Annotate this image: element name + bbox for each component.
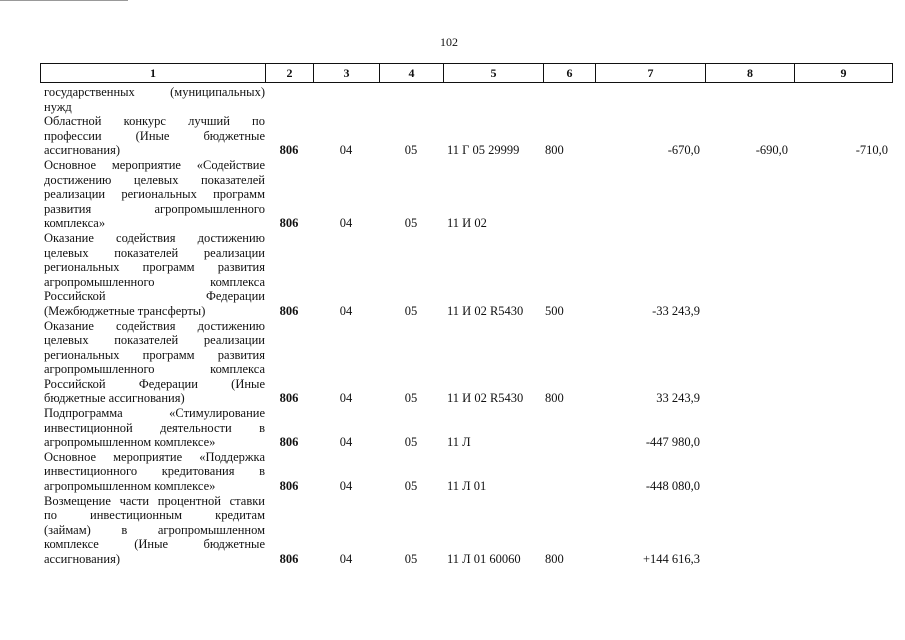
amount-year-3: -710,0 [855, 143, 888, 158]
amount-year-1: +144 616,3 [642, 552, 700, 566]
row-description [44, 450, 265, 494]
description-line: целевых показателей реализации [44, 333, 265, 348]
header-col-3: 3 [314, 64, 380, 83]
description-line: Основное мероприятие «Поддержка [44, 449, 265, 464]
description-line: нужд [44, 99, 72, 114]
header-col-6: 6 [544, 64, 596, 83]
header-col-1: 1 [41, 64, 266, 83]
row-description [44, 158, 265, 231]
description-line: бюджетные ассигнования) [44, 391, 185, 406]
table-body [44, 85, 892, 567]
section-code: 04 [339, 143, 353, 158]
chapter-code: 806 [279, 391, 299, 406]
target-article-code: 11 Л 01 60060 [447, 552, 521, 566]
chapter-code: 806 [279, 552, 299, 566]
description-line: региональных программ развития [44, 260, 265, 275]
table-row [44, 494, 892, 567]
subsection-code: 05 [404, 391, 418, 406]
expense-type-code: 800 [545, 552, 564, 566]
header-col-8: 8 [706, 64, 795, 83]
subsection-code: 05 [404, 435, 418, 450]
section-code: 04 [339, 391, 353, 406]
target-article-code: 11 И 02 [447, 216, 487, 231]
section-code: 04 [339, 479, 353, 494]
description-line: инвестиционной деятельности в [44, 420, 265, 435]
description-line: развития агропромышленного [44, 201, 265, 216]
row-description [44, 231, 265, 319]
description-line: Основное мероприятие «Содействие [44, 157, 265, 172]
table-row [44, 231, 892, 319]
table-row [44, 85, 892, 114]
description-line: Подпрограмма «Стимулирование [44, 406, 265, 421]
description-line: Областной конкурс лучший по [44, 114, 265, 129]
description-line: профессии (Иные бюджетные [44, 128, 265, 143]
column-header-table [40, 63, 893, 83]
subsection-code: 05 [404, 303, 418, 318]
table-row [44, 114, 892, 158]
description-line: государственных (муниципальных) [44, 85, 265, 99]
amount-year-1: -33 243,9 [652, 303, 700, 318]
description-line: агропромышленном комплексе» [44, 435, 216, 450]
description-line: Возмещение части процентной ставки [44, 493, 265, 508]
description-line: комплекса» [44, 216, 106, 231]
description-line: ассигнования) [44, 143, 120, 158]
description-line: Оказание содействия достижению [44, 230, 265, 245]
description-line: агропромышленного комплекса [44, 362, 265, 377]
description-line: агропромышленного комплекса [44, 274, 265, 289]
table-row [44, 406, 892, 450]
table-row [44, 450, 892, 494]
amount-year-1: 33 243,9 [656, 391, 700, 406]
description-line: Оказание содействия достижению [44, 318, 265, 333]
chapter-code: 806 [279, 303, 299, 318]
row-description [44, 114, 265, 158]
description-line: ассигнования) [44, 552, 120, 566]
header-col-7: 7 [596, 64, 706, 83]
target-article-code: 11 И 02 R5430 [447, 391, 524, 406]
description-line: региональных программ развития [44, 347, 265, 362]
amount-year-2: -690,0 [755, 143, 788, 158]
chapter-code: 806 [279, 143, 299, 158]
description-line: Российской Федерации [44, 289, 265, 304]
section-code: 04 [339, 552, 353, 566]
amount-year-1: -447 980,0 [645, 435, 700, 450]
description-line: комплексе (Иные бюджетные [44, 537, 265, 552]
description-line: целевых показателей реализации [44, 245, 265, 260]
row-description [44, 406, 265, 450]
header-col-4: 4 [380, 64, 444, 83]
description-line: по инвестиционным кредитам [44, 508, 265, 523]
target-article-code: 11 Г 05 29999 [447, 143, 520, 158]
section-code: 04 [339, 216, 353, 231]
description-line: агропромышленном комплексе» [44, 479, 216, 494]
header-col-5: 5 [444, 64, 544, 83]
description-line: инвестиционного кредитования в [44, 464, 265, 479]
row-description [44, 85, 265, 114]
subsection-code: 05 [404, 479, 418, 494]
row-description [44, 319, 265, 407]
target-article-code: 11 Л [447, 435, 471, 450]
expense-type-code: 800 [545, 391, 564, 406]
amount-year-1: -670,0 [667, 143, 700, 158]
description-line: Российской Федерации (Иные [44, 376, 265, 391]
description-line: реализации региональных программ [44, 187, 265, 202]
row-description [44, 494, 265, 567]
amount-year-1: -448 080,0 [645, 479, 700, 494]
top-rule [0, 0, 128, 1]
table-row [44, 319, 892, 407]
section-code: 04 [339, 303, 353, 318]
subsection-code: 05 [404, 552, 418, 566]
chapter-code: 806 [279, 216, 299, 231]
description-line: (займам) в агропромышленном [44, 522, 265, 537]
header-col-2: 2 [266, 64, 314, 83]
chapter-code: 806 [279, 435, 299, 450]
expense-type-code: 500 [545, 303, 564, 318]
description-line: (Межбюджетные трансферты) [44, 303, 206, 318]
expense-type-code: 800 [545, 143, 564, 158]
target-article-code: 11 Л 01 [447, 479, 487, 494]
section-code: 04 [339, 435, 353, 450]
header-col-9: 9 [795, 64, 893, 83]
page-number: 102 [440, 35, 458, 49]
chapter-code: 806 [279, 479, 299, 494]
description-line: достижению целевых показателей [44, 172, 265, 187]
subsection-code: 05 [404, 216, 418, 231]
table-row [44, 158, 892, 231]
target-article-code: 11 И 02 R5430 [447, 303, 524, 318]
header-row [41, 64, 893, 83]
subsection-code: 05 [404, 143, 418, 158]
